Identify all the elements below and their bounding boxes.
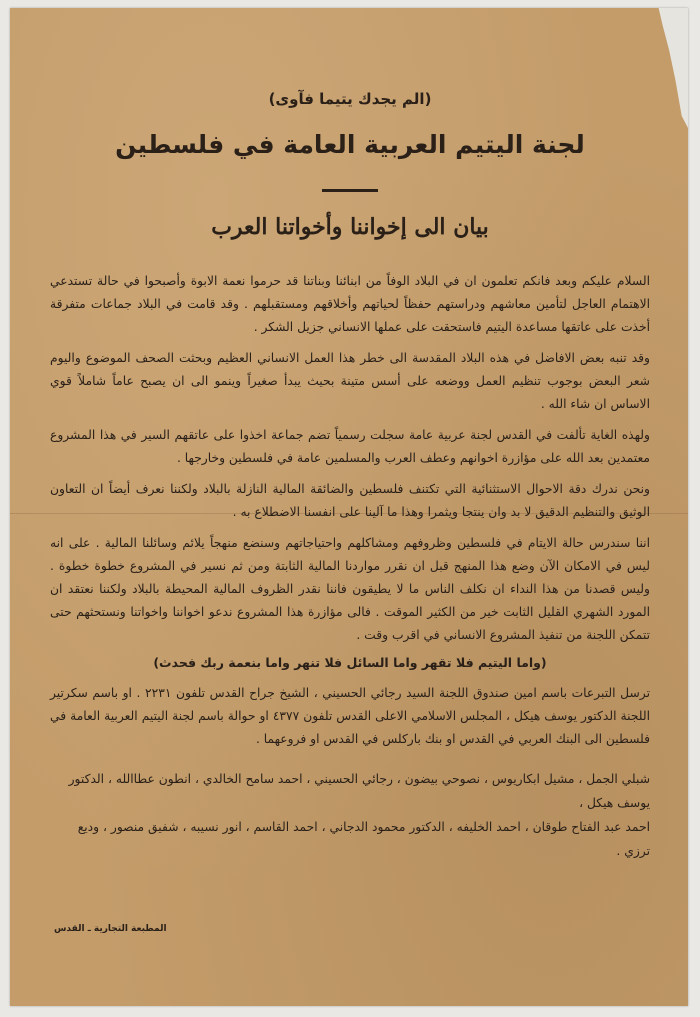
title-divider <box>322 189 378 192</box>
document-content <box>50 90 650 863</box>
paragraph-5: اننا سندرس حالة الايتام في فلسطين وظروفهم ومشاكلهم واحتياجاتهم وسنضع منهجاً يلائم وسائلنا المالية . على انه ليس في الامكان الآن وضع هذا المنهج قبل ان نقرر مواردنا المالية الثابتة ومن ثم نسير في المشروع خطوة خطوة . وليس قصدنا من هذا النداء ان نكلف الناس ما لا يطيقون فاننا نقدر الظروف المالية المحيطة بالبلاد ولكننا نعتقد ان المورد الشهري القليل الثابت خير من الكثير الموقت . فالى مؤازرة هذا المشروع ندعو اخواننا واخواتنا ونستحثهم حتى تتمكن اللجنة من تنفيذ المشروع الانساني في اقرب وقت . <box>50 536 650 642</box>
paragraph-3: ولهذه الغاية تألفت في القدس لجنة عربية عامة سجلت رسمياً تضم جماعة اخذوا على عاتقهم السير في هذا المشروع معتمدين بعد الله على مؤازرة اخوانهم وعطف العرب والمسلمين عامة في فلسطين وخارجها . <box>50 428 650 465</box>
paragraph-2: وقد تنبه بعض الافاضل في هذه البلاد المقدسة الى خطر هذا العمل الانساني العظيم وبحثت الصحف الموضوع واليوم شعر البعض بوجوب تنظيم العمل ووضعه على أسس متينة بحيث يبدأ صغيراً وينمو الى ان يصبح عاماً شاملاً قوي الاساس ان شاء الله . <box>50 351 650 411</box>
page-title: لجنة اليتيم العربية العامة في فلسطين <box>115 130 585 159</box>
members-line-2: احمد عبد الفتاح طوقان ، احمد الخليفه ، الدكتور محمود الدجاني ، احمد القاسم ، انور نسيبه ، شفيق منصور ، وديع ترزي . <box>77 820 650 858</box>
members-line-1: شبلي الجمل ، مشيل ابكاريوس ، نصوحي بيضون ، رجائي الحسيني ، احمد سامح الخالدي ، انطون عطاالله ، الدكتور يوسف هيكل ، <box>68 772 650 810</box>
printer-imprint: المطبعة التجارية ـ القدس <box>54 924 167 934</box>
motto: (الم يجدك يتيما فآوى) <box>268 90 432 108</box>
page-subtitle: بيان الى إخواننا وأخواتنا العرب <box>211 214 489 240</box>
paragraph-4: ونحن ندرك دقة الاحوال الاستثنائية التي تكتنف فلسطين والضائقة المالية النازلة بالبلاد ولكننا نعرف أيضاً ان التعاون الوثيق والتنظيم الدقيق لا بد وان ينتجا ويثمرا وهذا ما آلينا على انفسنا الاضطلاع به . <box>50 482 650 519</box>
donation-instructions: ترسل التبرعات باسم امين صندوق اللجنة السيد رجائي الحسيني ، الشيخ جراح القدس تلفون ٢٢٣١ . او باسم سكرتير اللجنة الدكتور يوسف هيكل ، المجلس الاسلامي الاعلى القدس تلفون ٤٣٧٧ او حوالة باسم لجنة اليتيم العربية العامة في فلسطين الى البنك العربي في القدس او بنك باركلس في القدس او فروعهما . <box>50 686 650 746</box>
committee-members <box>50 767 650 863</box>
document-sheet <box>10 8 688 1006</box>
paragraph-1: السلام عليكم وبعد فانكم تعلمون ان في البلاد الوفاً من ابنائنا وبناتنا قد حرموا نعمة الابوة وأصبحوا في حالة تستدعي الاهتمام العاجل لتأمين معاشهم ودراستهم حفظاً لحياتهم وأخلاقهم ومستقبلهم . وقد قامت في البلاد جماعات متفرقة أخذت على عاتقها مساعدة اليتيم فاستحقت على عملها الانساني جزيل الشكر . <box>50 274 650 334</box>
quran-quote: (واما اليتيم فلا تقهر واما السائل فلا تنهر واما بنعمة ربك فحدث) <box>153 655 547 670</box>
torn-corner <box>646 8 688 128</box>
